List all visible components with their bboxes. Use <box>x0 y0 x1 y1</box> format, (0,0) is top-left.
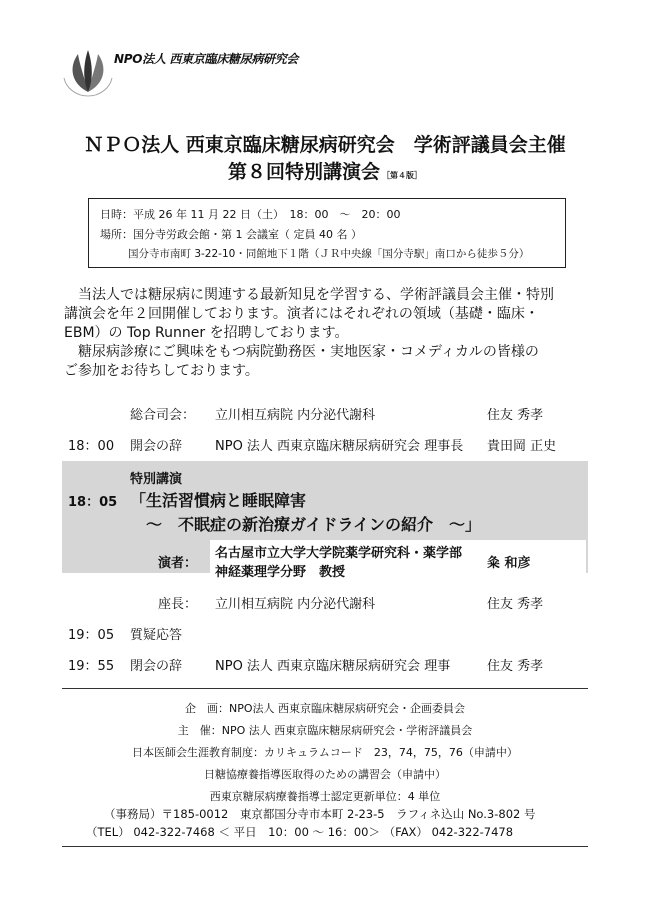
footer-jds-credit: 日糖協療養指導医取得のための講習会（申請中） <box>204 768 446 781</box>
event-venue: 場所：国分寺労政会館・第 1 会議室（ 定員 40 名 ） <box>100 228 362 241</box>
event-title-text: 第８回特別講演会 <box>227 161 380 183</box>
chair-label: 総合司会： <box>130 408 196 423</box>
open-time: 18：00 <box>68 439 115 454</box>
event-address: 国分寺市南町 3-22-10・同館地下１階（ＪＲ中央線「国分寺駅」南口から徒歩５分） <box>128 248 530 260</box>
speaker-name: 粂 和彦 <box>487 556 531 571</box>
version-label: ［第４版］ <box>382 171 422 180</box>
footer-cde-credit: 西東京糖尿病療養指導士認定更新単位：4 単位 <box>209 790 441 803</box>
open-name: 貴田岡 正史 <box>487 439 557 454</box>
footer-jma-credit: 日本医師会生涯教育制度：カリキュラムコード 23，74，75，76（申請中） <box>132 746 518 759</box>
close-affiliation: NPO 法人 西東京臨床糖尿病研究会 理事 <box>215 659 451 674</box>
event-date: 日時：平成 26 年 11 月 22 日（土） 18：00 ～ 20：00 <box>100 208 401 221</box>
close-time: 19：55 <box>68 659 115 674</box>
qa-label: 質疑応答 <box>130 628 183 643</box>
speaker-affiliation-2: 神経薬理学分野 教授 <box>215 565 346 580</box>
footer-divider-top <box>62 688 588 689</box>
footer-divider-bottom <box>62 846 588 847</box>
open-label: 開会の辞 <box>130 439 183 454</box>
intro-text: 当法人では糖尿病に関連する最新知見を学習する、学術評議員会主催・特別 講演会を年２回開催しております。演者にはそれぞれの領域（基礎・臨床・ EBM）の Top Runner を招聘しております。 糖尿病診療にご興味をもつ病院勤務医・実地医家・コメディカルの皆様の ご参加をお待ちしております。 <box>64 287 554 379</box>
footer-host: 主 催：NPO 法人 西東京臨床糖尿病研究会・学術評議員会 <box>177 724 473 737</box>
moderator-name: 住友 秀孝 <box>487 597 544 612</box>
page-title: ＮＰＯ法人 西東京臨床糖尿病研究会 学術評議員会主催 <box>84 134 566 156</box>
lecture-time: 18：05 <box>68 495 118 510</box>
close-name: 住友 秀孝 <box>487 659 544 674</box>
footer-planning: 企 画：NPO法人 西東京臨床糖尿病研究会・企画委員会 <box>184 702 465 715</box>
speaker-affiliation-1: 名古屋市立大学大学院薬学研究科・薬学部 <box>215 546 463 561</box>
footer-contact: （TEL） 042-322-7468 ＜ 平日 10：00 ～ 16：00＞ （FAX） 042-322-7478 <box>86 825 514 839</box>
lecture-label: 特別講演 <box>130 472 183 487</box>
society-logo <box>58 48 118 98</box>
speaker-label: 演者： <box>158 556 198 571</box>
chair-affiliation: 立川相互病院 内分泌代謝科 <box>215 408 376 423</box>
footer-office-address: （事務局）〒185-0012 東京都国分寺市本町 2-23-5 ラフィネ込山 No.3-802 号 <box>104 807 536 821</box>
qa-time: 19：05 <box>68 628 115 643</box>
lecture-title: 「生活習慣病と睡眠障害 <box>130 491 307 510</box>
lecture-subtitle: ～ 不眠症の新治療ガイドラインの紹介 ～」 <box>146 515 482 534</box>
moderator-affiliation: 立川相互病院 内分泌代謝科 <box>215 597 376 612</box>
moderator-label: 座長： <box>158 597 198 612</box>
close-label: 閉会の辞 <box>130 659 183 674</box>
chair-name: 住友 秀孝 <box>487 408 544 423</box>
open-affiliation: NPO 法人 西東京臨床糖尿病研究会 理事長 <box>215 439 464 454</box>
event-title <box>0 157 650 184</box>
logo-org-name: NPO法人 西東京臨床糖尿病研究会 <box>114 52 299 66</box>
